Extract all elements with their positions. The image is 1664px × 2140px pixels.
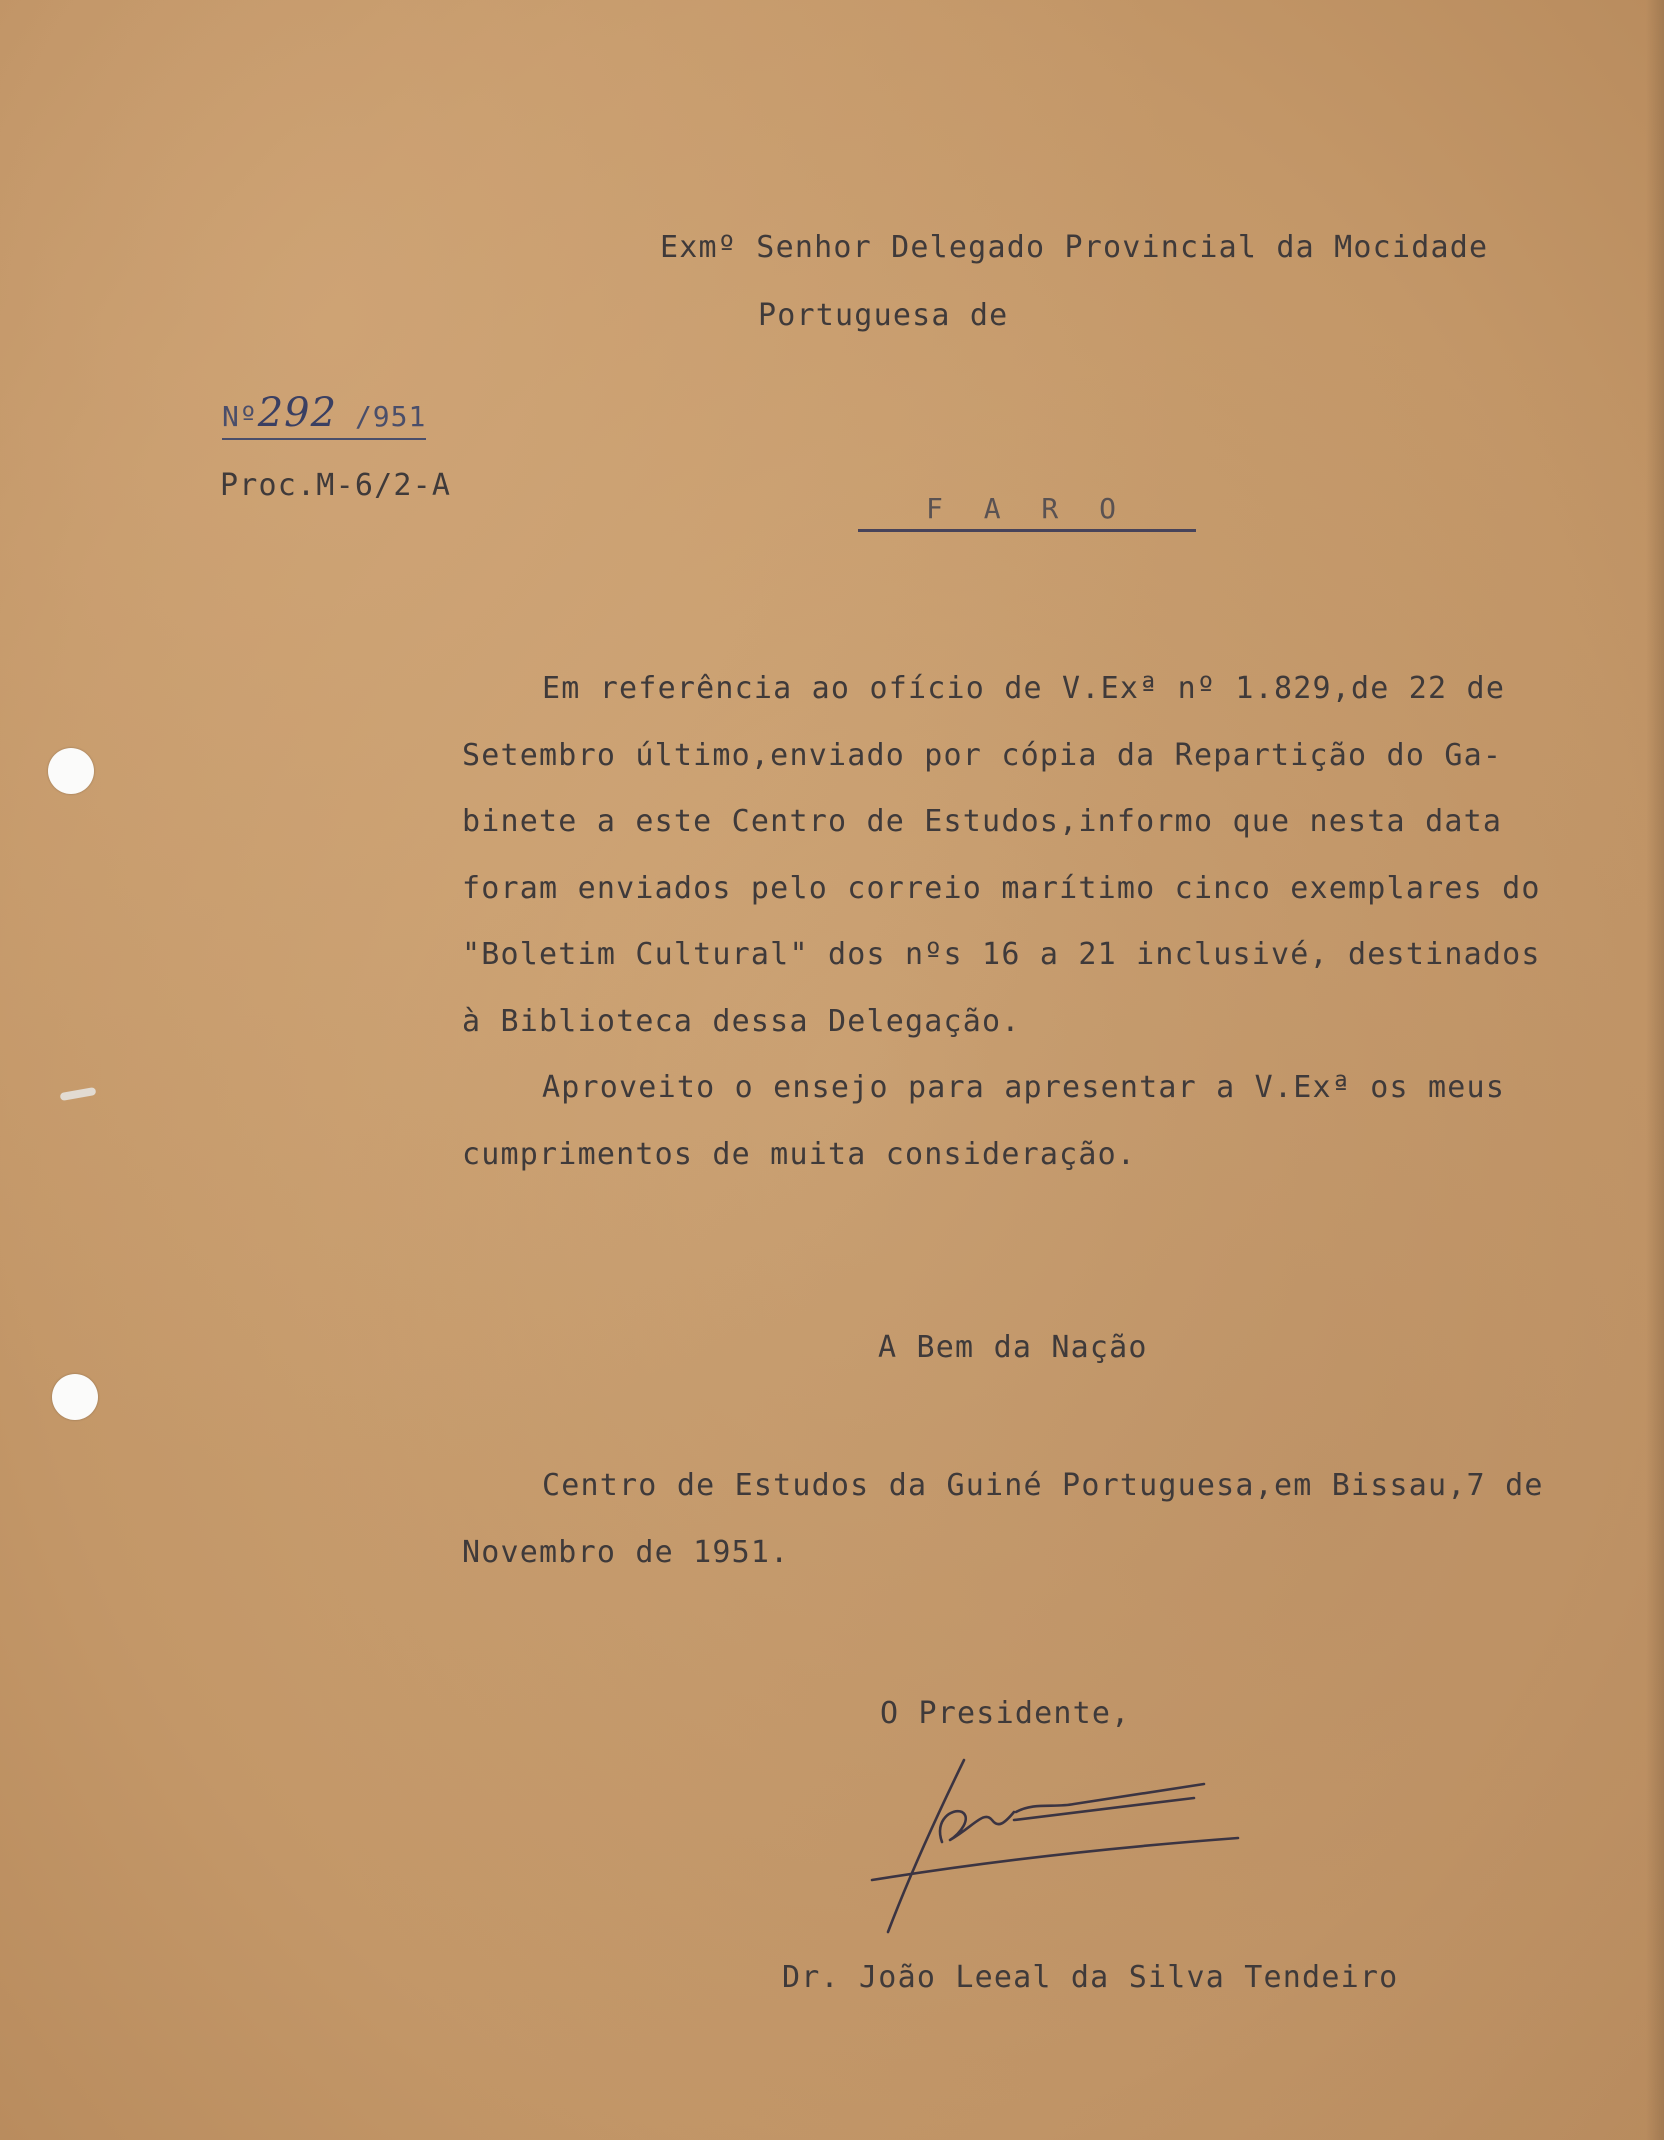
body-line: foram enviados pelo correio marítimo cinco exemplares do — [462, 870, 1541, 906]
place-date-line-1: Centro de Estudos da Guiné Portuguesa,em Bissau,7 de — [542, 1468, 1544, 1503]
handwritten-signature — [864, 1750, 1244, 1936]
place-date-line-2: Novembro de 1951. — [462, 1535, 790, 1570]
addressee-line-1: Exmº Senhor Delegado Provincial da Mocidade — [660, 230, 1489, 265]
punch-hole-bottom — [52, 1374, 98, 1420]
reference-year: /951 — [354, 400, 427, 433]
body-line: Em referência ao ofício de V.Exª nº 1.829,de 22 de — [542, 671, 1506, 706]
reference-number — [222, 390, 426, 440]
letter-body — [462, 656, 1588, 1188]
paper-mark — [60, 1087, 97, 1101]
closing-line: Aproveito o ensejo para apresentar a V.Exª os meus — [542, 1070, 1506, 1105]
body-line: binete a este Centro de Estudos,informo que nesta data — [462, 804, 1503, 839]
body-line: à Biblioteca dessa Delegação. — [462, 1003, 1021, 1039]
signatory-name: Dr. João Leeal da Silva Tendeiro — [782, 1960, 1399, 1995]
salutation: A Bem da Nação — [878, 1330, 1148, 1365]
city-heading: F A R O — [858, 492, 1196, 532]
reference-handwritten-number: 292 — [257, 390, 338, 436]
body-line: "Boletim Cultural" dos nºs 16 a 21 inclusivé, destinados — [462, 937, 1541, 972]
signoff: O Presidente, — [880, 1696, 1131, 1731]
punch-hole-top — [48, 748, 94, 794]
process-number: Proc.M-6/2-A — [220, 468, 452, 503]
reference-prefix: Nº — [222, 400, 258, 433]
closing-line: cumprimentos de muita consideração. — [462, 1136, 1137, 1172]
body-line: Setembro último,enviado por cópia da Repartição do Ga- — [462, 737, 1503, 773]
addressee-line-2: Portuguesa de — [758, 298, 1009, 333]
